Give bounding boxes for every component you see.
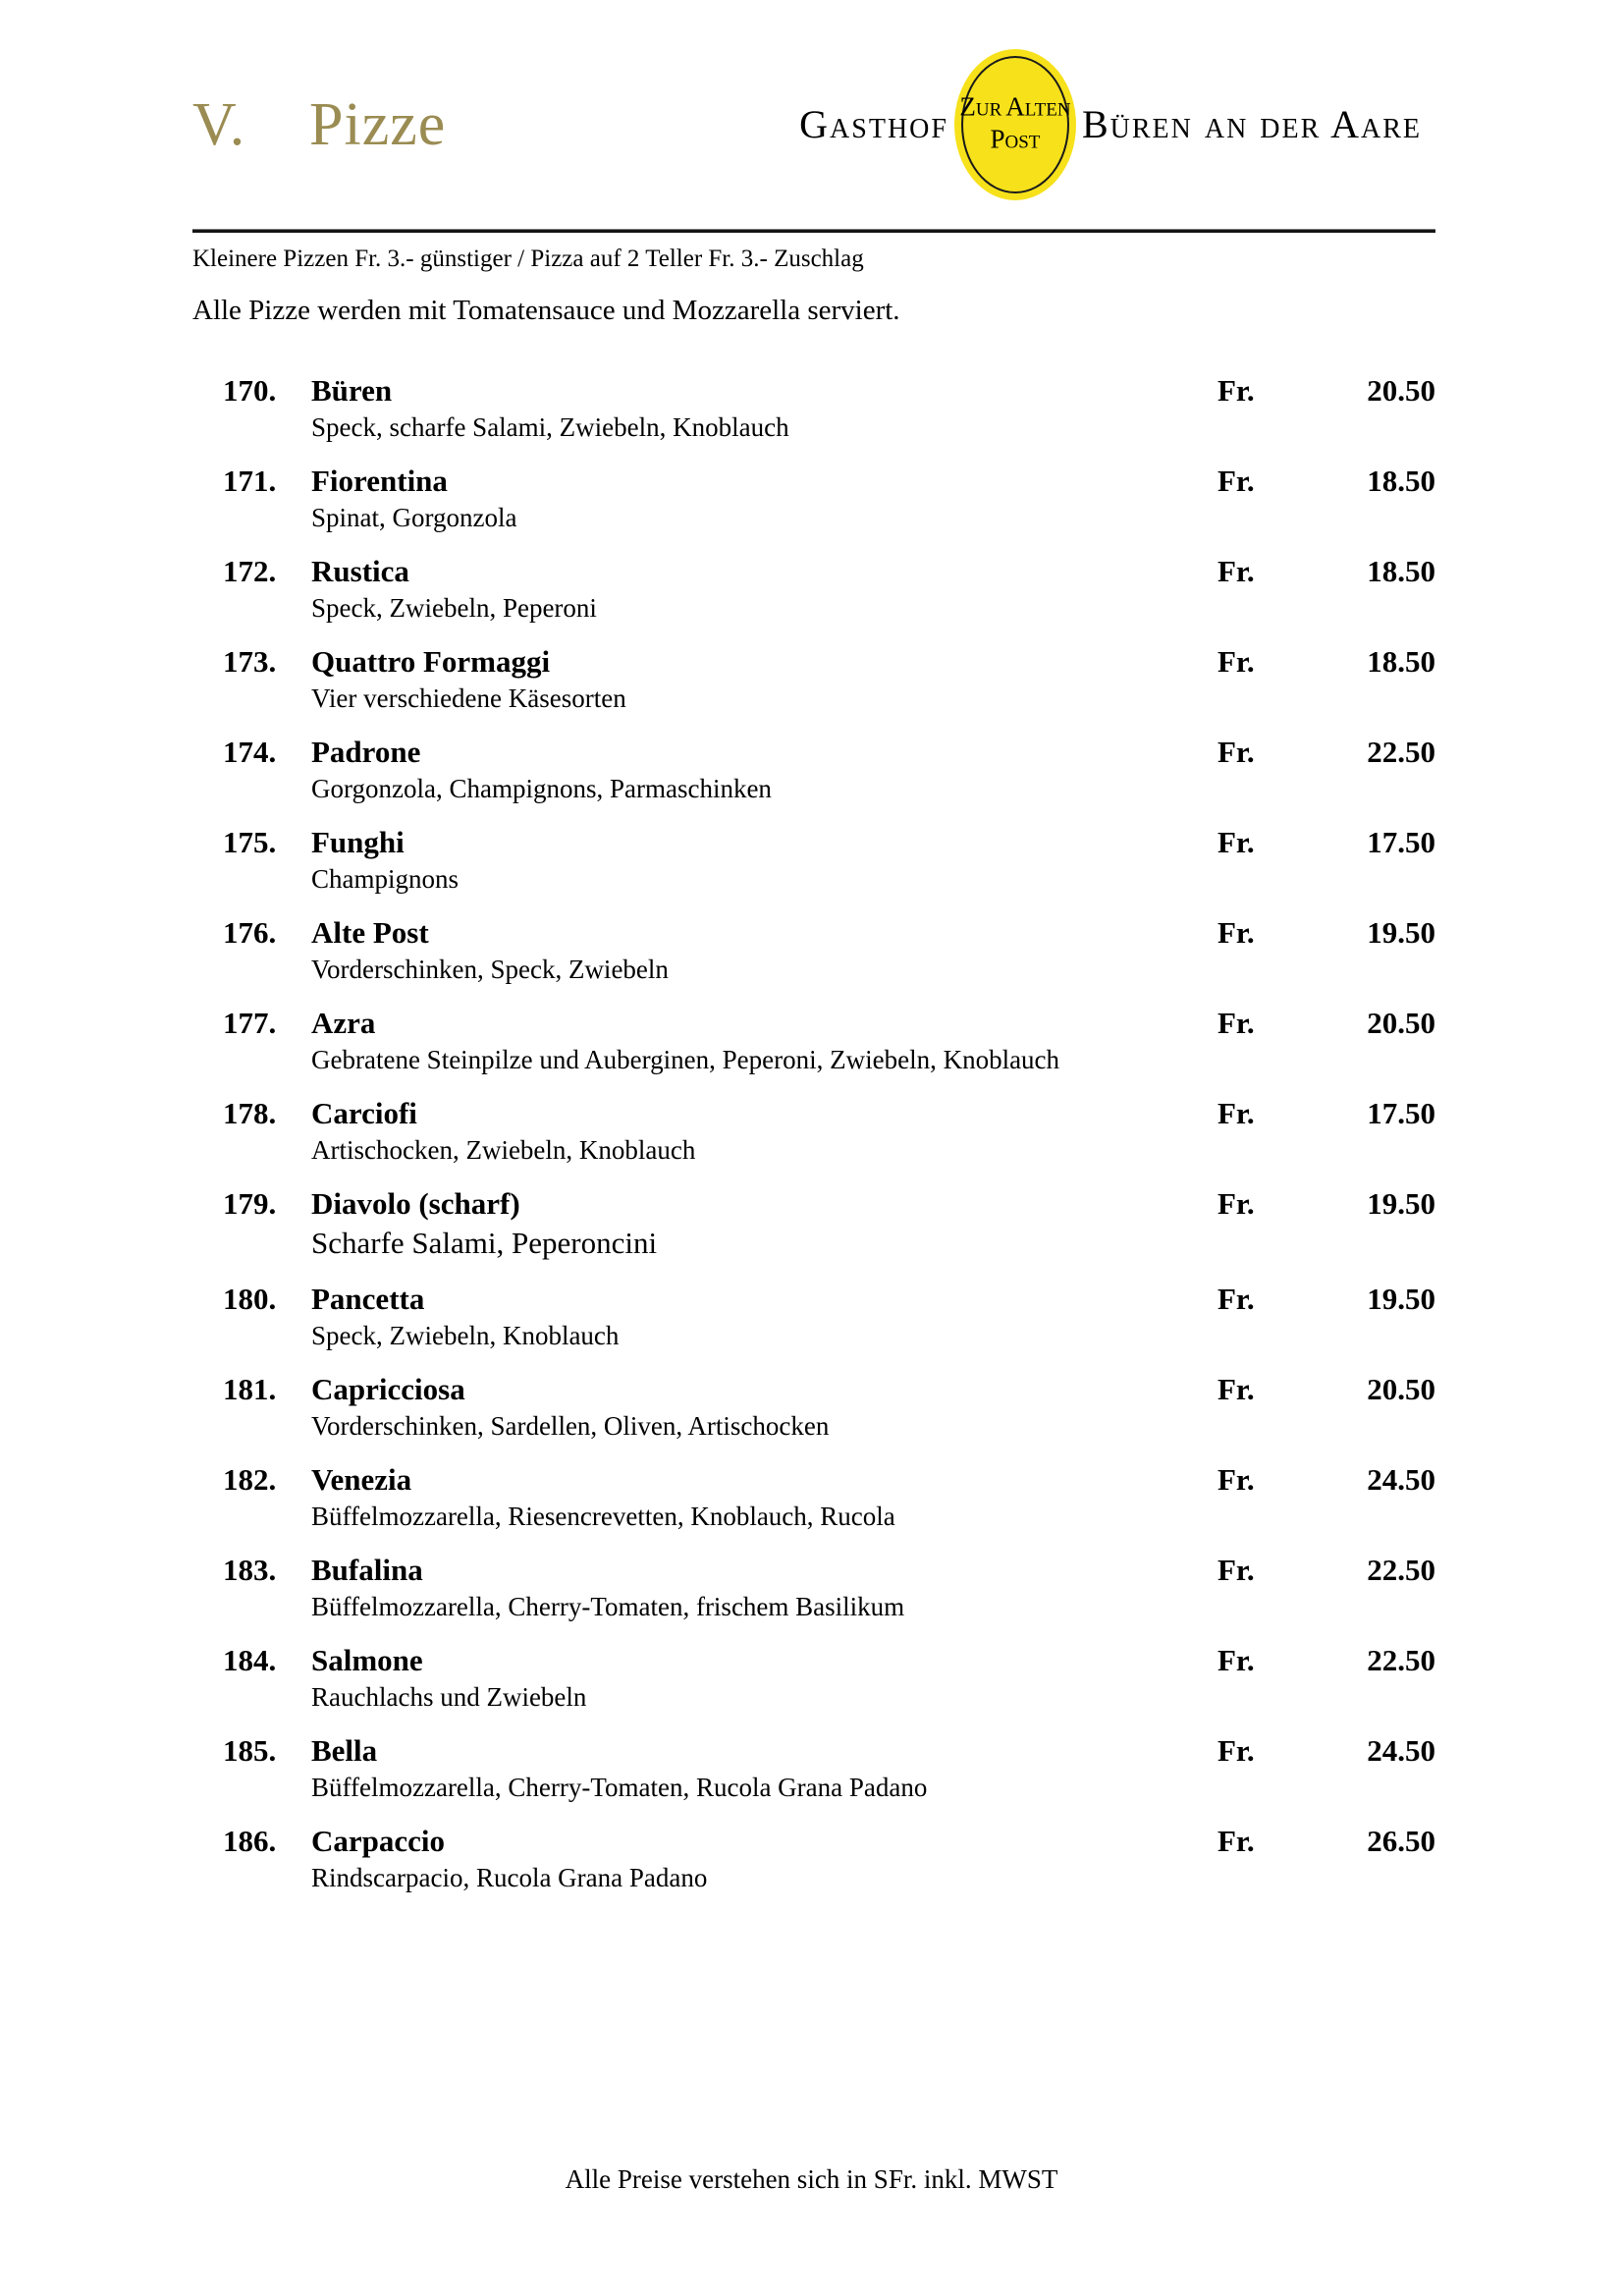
item-name: Salmone [311, 1643, 423, 1677]
menu-item-list [192, 370, 1435, 1894]
item-currency-label: Fr. [1217, 1824, 1255, 1858]
item-number: 181. [223, 1372, 277, 1406]
item-name: Bella [311, 1733, 378, 1768]
item-description: Rindscarpacio, Rucola Grana Padano [311, 1863, 708, 1892]
item-price: 24.50 [1367, 1462, 1435, 1497]
menu-item-head [192, 1369, 1435, 1410]
item-currency-label: Fr. [1217, 373, 1255, 408]
item-price: 26.50 [1367, 1824, 1435, 1858]
logo-badge-text [954, 91, 1076, 156]
menu-item [192, 551, 1435, 625]
item-name: Fiorentina [311, 464, 448, 498]
item-description: Rauchlachs und Zwiebeln [311, 1682, 587, 1712]
menu-item-head [192, 1003, 1435, 1044]
page-header [0, 0, 1623, 229]
menu-item [192, 1279, 1435, 1352]
menu-item [192, 1459, 1435, 1533]
item-name: Alte Post [311, 915, 429, 950]
item-name: Quattro Formaggi [311, 644, 551, 679]
item-description: Scharfe Salami, Peperoncini [311, 1226, 658, 1260]
item-price: 17.50 [1367, 825, 1435, 859]
logo-badge-line-3: Post [990, 124, 1041, 154]
logo-badge-ellipse [954, 49, 1076, 200]
menu-item [192, 1183, 1435, 1262]
item-number: 180. [223, 1282, 277, 1316]
menu-item-head [192, 1821, 1435, 1862]
menu-item-head [192, 551, 1435, 592]
menu-item-head [192, 912, 1435, 954]
item-name: Padrone [311, 735, 421, 769]
menu-item-head [192, 1459, 1435, 1501]
page-title [192, 91, 447, 158]
item-description: Vier verschiedene Käsesorten [311, 683, 626, 713]
menu-item-head [192, 370, 1435, 411]
item-currency-label: Fr. [1217, 735, 1255, 769]
item-currency-label: Fr. [1217, 464, 1255, 498]
item-currency-label: Fr. [1217, 1553, 1255, 1587]
item-name: Diavolo (scharf) [311, 1186, 520, 1221]
item-price: 18.50 [1367, 464, 1435, 498]
item-description: Gebratene Steinpilze und Auberginen, Peperoni, Zwiebeln, Knoblauch [311, 1045, 1060, 1074]
item-description: Gorgonzola, Champignons, Parmaschinken [311, 774, 772, 803]
menu-item-head [192, 732, 1435, 773]
item-price: 19.50 [1367, 915, 1435, 950]
item-number: 176. [223, 915, 277, 950]
item-name: Bufalina [311, 1553, 423, 1587]
menu-item-head [192, 1279, 1435, 1320]
item-number: 178. [223, 1096, 277, 1130]
item-number: 185. [223, 1733, 277, 1768]
item-number: 171. [223, 464, 277, 498]
item-currency-label: Fr. [1217, 1372, 1255, 1406]
item-price: 18.50 [1367, 554, 1435, 588]
item-description: Spinat, Gorgonzola [311, 503, 517, 532]
menu-item [192, 1821, 1435, 1894]
menu-item-head [192, 1640, 1435, 1681]
menu-item-head [192, 461, 1435, 502]
item-price: 19.50 [1367, 1186, 1435, 1221]
menu-item-head [192, 1093, 1435, 1134]
size-surcharge-note: Kleinere Pizzen Fr. 3.- günstiger / Pizza auf 2 Teller Fr. 3.- Zuschlag [192, 246, 864, 272]
item-currency-label: Fr. [1217, 1643, 1255, 1677]
item-number: 183. [223, 1553, 277, 1587]
menu-item [192, 912, 1435, 986]
item-description: Speck, Zwiebeln, Knoblauch [311, 1321, 620, 1350]
item-price: 17.50 [1367, 1096, 1435, 1130]
item-name: Capricciosa [311, 1372, 465, 1406]
item-number: 182. [223, 1462, 277, 1497]
item-description: Büffelmozzarella, Cherry-Tomaten, frischem Basilikum [311, 1592, 905, 1621]
item-price: 24.50 [1367, 1733, 1435, 1768]
menu-item-head [192, 1550, 1435, 1591]
item-price: 20.50 [1367, 1372, 1435, 1406]
item-price: 18.50 [1367, 644, 1435, 679]
item-price: 19.50 [1367, 1282, 1435, 1316]
item-currency-label: Fr. [1217, 1096, 1255, 1130]
menu-item [192, 1730, 1435, 1804]
menu-item [192, 822, 1435, 896]
item-name: Azra [311, 1006, 376, 1040]
item-name: Pancetta [311, 1282, 425, 1316]
item-number: 173. [223, 644, 277, 679]
item-currency-label: Fr. [1217, 1733, 1255, 1768]
item-price: 20.50 [1367, 373, 1435, 408]
item-description: Vorderschinken, Sardellen, Oliven, Artischocken [311, 1411, 830, 1441]
item-description: Büffelmozzarella, Riesencrevetten, Knoblauch, Rucola [311, 1502, 895, 1531]
menu-item [192, 1369, 1435, 1443]
logo-badge-line-1: Zur [959, 91, 1002, 122]
menu-item-head [192, 1183, 1435, 1225]
menu-item [192, 732, 1435, 805]
menu-item [192, 370, 1435, 444]
menu-item [192, 1640, 1435, 1714]
section-number: V. [192, 91, 246, 158]
item-currency-label: Fr. [1217, 1006, 1255, 1040]
logo-right-text: Büren an der Aare [1081, 102, 1422, 146]
menu-item-head [192, 641, 1435, 683]
logo-left-text: Gasthof [799, 102, 948, 146]
price-footer-note: Alle Preise verstehen sich in SFr. inkl. MWST [565, 2164, 1058, 2194]
item-number: 170. [223, 373, 277, 408]
section-title: Pizze [309, 91, 447, 158]
menu-item-head [192, 1730, 1435, 1772]
item-number: 179. [223, 1186, 277, 1221]
menu-item [192, 1003, 1435, 1076]
item-number: 177. [223, 1006, 277, 1040]
item-number: 172. [223, 554, 277, 588]
item-currency-label: Fr. [1217, 915, 1255, 950]
item-number: 175. [223, 825, 277, 859]
logo-badge-line-2: Alten [1005, 91, 1071, 122]
item-price: 22.50 [1367, 735, 1435, 769]
item-description: Artischocken, Zwiebeln, Knoblauch [311, 1135, 696, 1165]
item-currency-label: Fr. [1217, 825, 1255, 859]
item-name: Venezia [311, 1462, 412, 1497]
menu-item [192, 1093, 1435, 1167]
restaurant-logo [799, 49, 1422, 200]
item-description: Speck, Zwiebeln, Peperoni [311, 593, 597, 623]
item-currency-label: Fr. [1217, 1462, 1255, 1497]
menu-item-head [192, 822, 1435, 863]
item-price: 20.50 [1367, 1006, 1435, 1040]
item-name: Büren [311, 373, 393, 408]
menu-item [192, 1550, 1435, 1623]
item-description: Champignons [311, 864, 460, 894]
item-currency-label: Fr. [1217, 644, 1255, 679]
item-number: 186. [223, 1824, 277, 1858]
item-name: Rustica [311, 554, 409, 588]
base-ingredients-note: Alle Pizze werden mit Tomatensauce und Mozzarella serviert. [192, 295, 900, 326]
item-currency-label: Fr. [1217, 1186, 1255, 1221]
item-number: 184. [223, 1643, 277, 1677]
item-description: Speck, scharfe Salami, Zwiebeln, Knoblauch [311, 412, 789, 442]
item-name: Carciofi [311, 1096, 417, 1130]
item-number: 174. [223, 735, 277, 769]
header-divider [192, 229, 1435, 233]
item-name: Carpaccio [311, 1824, 446, 1858]
item-currency-label: Fr. [1217, 554, 1255, 588]
item-price: 22.50 [1367, 1643, 1435, 1677]
menu-item [192, 461, 1435, 534]
item-name: Funghi [311, 825, 405, 859]
item-currency-label: Fr. [1217, 1282, 1255, 1316]
item-price: 22.50 [1367, 1553, 1435, 1587]
item-description: Vorderschinken, Speck, Zwiebeln [311, 955, 669, 984]
menu-item [192, 641, 1435, 715]
item-description: Büffelmozzarella, Cherry-Tomaten, Rucola Grana Padano [311, 1773, 928, 1802]
